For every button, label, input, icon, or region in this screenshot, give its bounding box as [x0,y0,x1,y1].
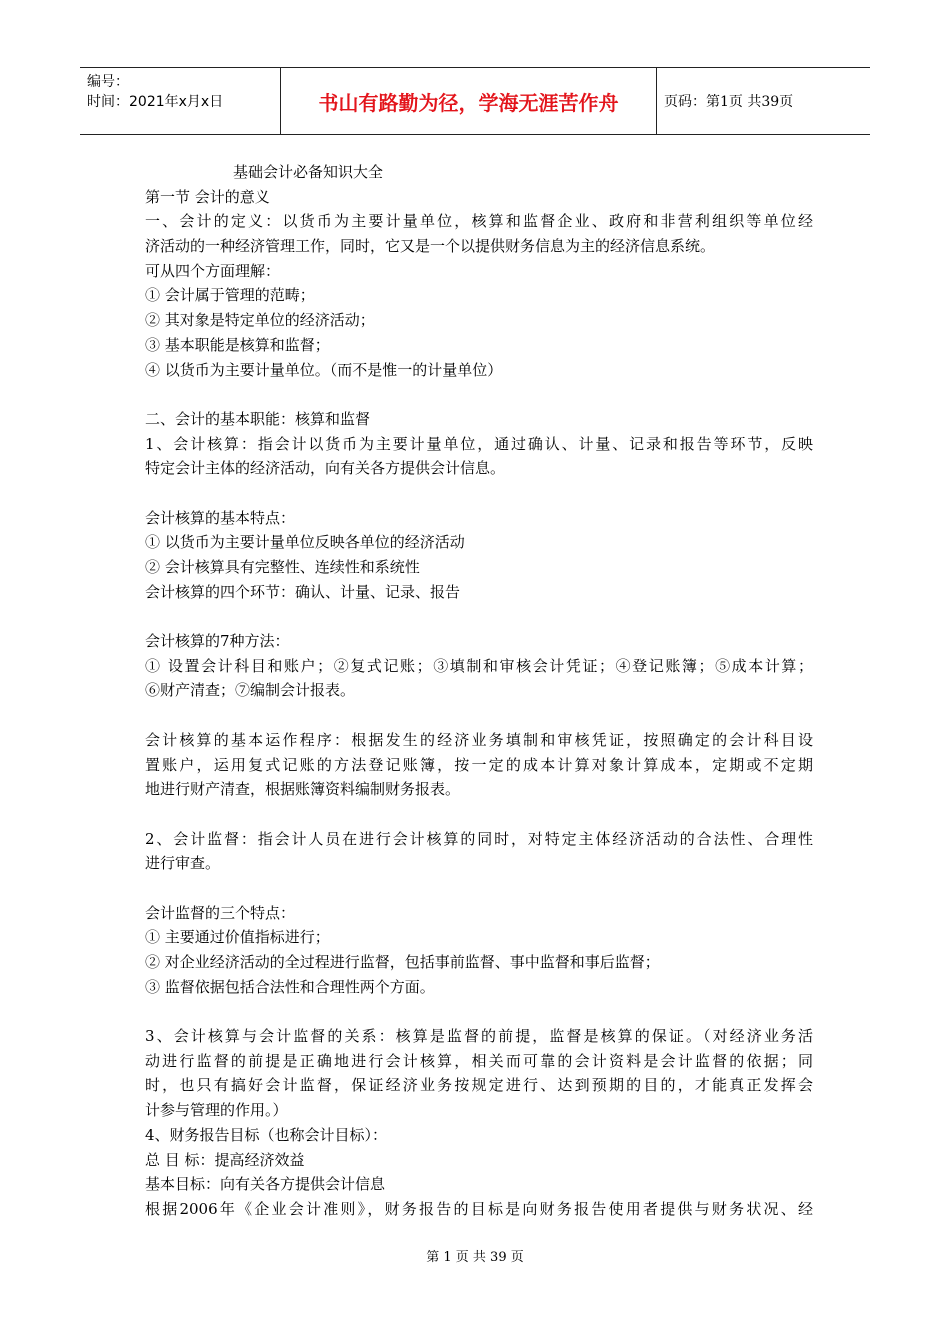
text-line: 二、会计的基本职能：核算和监督 [145,409,371,428]
blank-line [145,999,813,1024]
blank-line [145,481,813,506]
blank-line [145,382,813,407]
text-line: 3、会计核算与会计监督的关系：核算是监督的前提，监督是核算的保证。（对经济业务活 [145,1027,813,1046]
text-line: 一、会计的定义：以货币为主要计量单位，核算和监督企业、政府和非营利组织等单位经 [145,212,813,231]
motto: 书山有路勤为径，学海无涯苦作舟 [281,68,657,134]
text-line: 会计核算的四个环节：确认、计量、记录、报告 [145,582,461,601]
text-line: ② 会计核算具有完整性、连续性和系统性 [145,558,420,576]
text-line: 动进行监督的前提是正确地进行会计核算，相关而可靠的会计资料是会计监督的依据；同 [145,1051,813,1070]
text-line: 会计核算的基本运作程序：根据发生的经济业务填制和审核凭证，按照确定的会计科目设 [145,730,813,749]
text-line: ① 主要通过价值指标进行； [145,928,330,947]
text-line: ① 会计属于管理的范畴； [145,286,315,305]
page-footer: 第 1 页 共 39 页 [426,1250,524,1265]
page-info: 页码：第1页 共39页 [664,94,794,110]
text-line: 时，也只有搞好会计监督，保证经济业务按规定进行、达到预期的目的，才能真正发挥会 [145,1076,813,1095]
text-line: ⑥财产清查；⑦编制会计报表。 [145,681,356,700]
blank-line [145,876,813,901]
text-line: 计参与管理的作用。） [145,1101,288,1120]
text-line: 根据2006年《企业会计准则》，财务报告的目标是向财务报告使用者提供与财务状况、经 [145,1199,813,1218]
text-line: 会计核算的基本特点： [145,508,296,527]
text-line: ③ 基本职能是核算和监督； [145,335,330,354]
text-line: ① 设置会计科目和账户；②复式记账；③填制和审核会计凭证；④登记账簿；⑤成本计算； [145,656,813,675]
text-line: 基本目标：向有关各方提供会计信息 [145,1175,386,1194]
text-line: 会计核算的7种方法： [145,632,290,651]
text-line: ② 其对象是特定单位的经济活动； [145,311,375,330]
text-line: 总 目 标：提高经济效益 [145,1150,305,1169]
blank-line [145,802,813,827]
number-label: 编号： [87,74,129,90]
text-line: 4、财务报告目标（也称会计目标）： [145,1125,388,1144]
text-line: 可从四个方面理解： [145,261,281,280]
text-line: ③ 监督依据包括合法性和合理性两个方面。 [145,977,435,996]
text-line: 会计监督的三个特点： [145,903,296,922]
text-line: ④ 以货币为主要计量单位。（而不是惟一的计量单位） [145,360,503,379]
text-line: 1、会计核算：指会计以货币为主要计量单位，通过确认、计量、记录和报告等环节，反映 [145,434,813,453]
text-line: 进行审查。 [145,854,221,873]
header-meta [80,68,281,134]
blank-line [145,604,813,629]
text-line: 置账户，运用复式记账的方法登记账簿，按一定的成本计算对象计算成本，定期或不定期 [145,755,813,774]
header-table [80,67,870,135]
blank-line [145,703,813,728]
time-label: 时间：2021年x月x日 [87,94,224,110]
text-line: 2、会计监督：指会计人员在进行会计核算的同时，对特定主体经济活动的合法性、合理性 [145,829,813,848]
text-line: 济活动的一种经济管理工作，同时，它又是一个以提供财务信息为主的经济信息系统。 [145,237,716,256]
text-line: 特定会计主体的经济活动，向有关各方提供会计信息。 [145,459,506,478]
text-line: 第一节 会计的意义 [145,187,270,206]
document-body [145,160,813,1222]
text-line: 地进行财产清查，根据账簿资料编制财务报表。 [145,780,461,799]
text-line: ② 对企业经济活动的全过程进行监督，包括事前监督、事中监督和事后监督； [145,953,660,971]
document-title: 基础会计必备知识大全 [233,163,384,181]
text-line: ① 以货币为主要计量单位反映各单位的经济活动 [145,533,465,552]
paragraph-lines [145,185,813,1222]
